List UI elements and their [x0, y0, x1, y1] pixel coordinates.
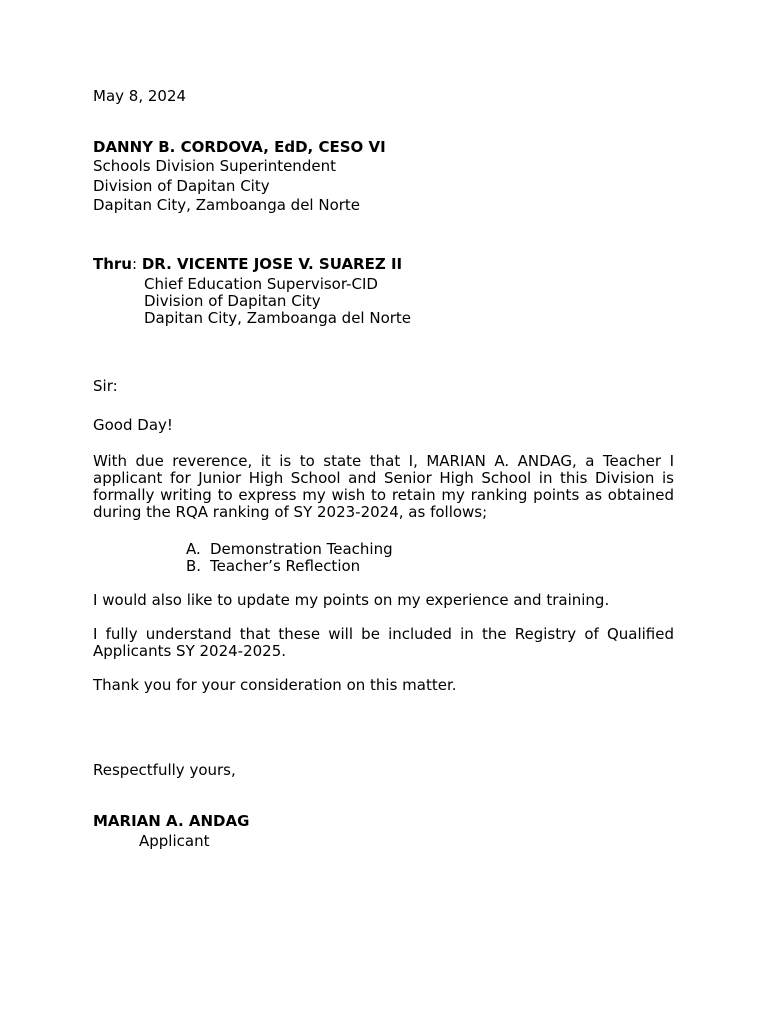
salutation: Sir:	[93, 377, 118, 395]
greeting: Good Day!	[93, 416, 173, 434]
signatory-name: MARIAN A. ANDAG	[93, 812, 250, 830]
body-paragraph-2: I would also like to update my points on my experience and training.	[93, 591, 610, 609]
closing: Respectfully yours,	[93, 761, 236, 779]
list-item	[186, 558, 360, 575]
list-item	[186, 541, 393, 558]
list-item-text: Demonstration Teaching	[210, 540, 393, 558]
body-paragraph-1: With due reverence, it is to state that I, MARIAN A. ANDAG, a Teacher I applicant for Junior High School and Senior High School in this Division is formally writing to express my wish to retain my ranking points as obtained during the RQA ranking of SY 2023-2024, as follows;	[93, 452, 674, 521]
letter-date: May 8, 2024	[93, 87, 187, 105]
list-item-text: Teacher’s Reflection	[210, 557, 361, 575]
thru-label: Thru	[93, 255, 132, 273]
addressee-office: Division of Dapitan City	[93, 177, 270, 195]
thru-line	[93, 256, 402, 273]
addressee-location: Dapitan City, Zamboanga del Norte	[93, 196, 361, 214]
thru-office: Division of Dapitan City	[144, 292, 321, 310]
addressee-position: Schools Division Superintendent	[93, 157, 336, 175]
body-paragraph-3: I fully understand that these will be included in the Registry of Qualified Applicants SY 2024-2025.	[93, 625, 674, 660]
thru-name: DR. VICENTE JOSE V. SUAREZ II	[141, 255, 403, 273]
body-paragraph-4: Thank you for your consideration on this matter.	[93, 676, 457, 694]
thru-colon: :	[132, 255, 142, 273]
addressee-name: DANNY B. CORDOVA, EdD, CESO VI	[93, 138, 386, 156]
list-marker: B.	[186, 557, 202, 575]
signatory-title: Applicant	[139, 832, 210, 850]
thru-location: Dapitan City, Zamboanga del Norte	[144, 309, 412, 327]
thru-position: Chief Education Supervisor-CID	[144, 275, 378, 293]
list-marker: A.	[186, 540, 201, 558]
